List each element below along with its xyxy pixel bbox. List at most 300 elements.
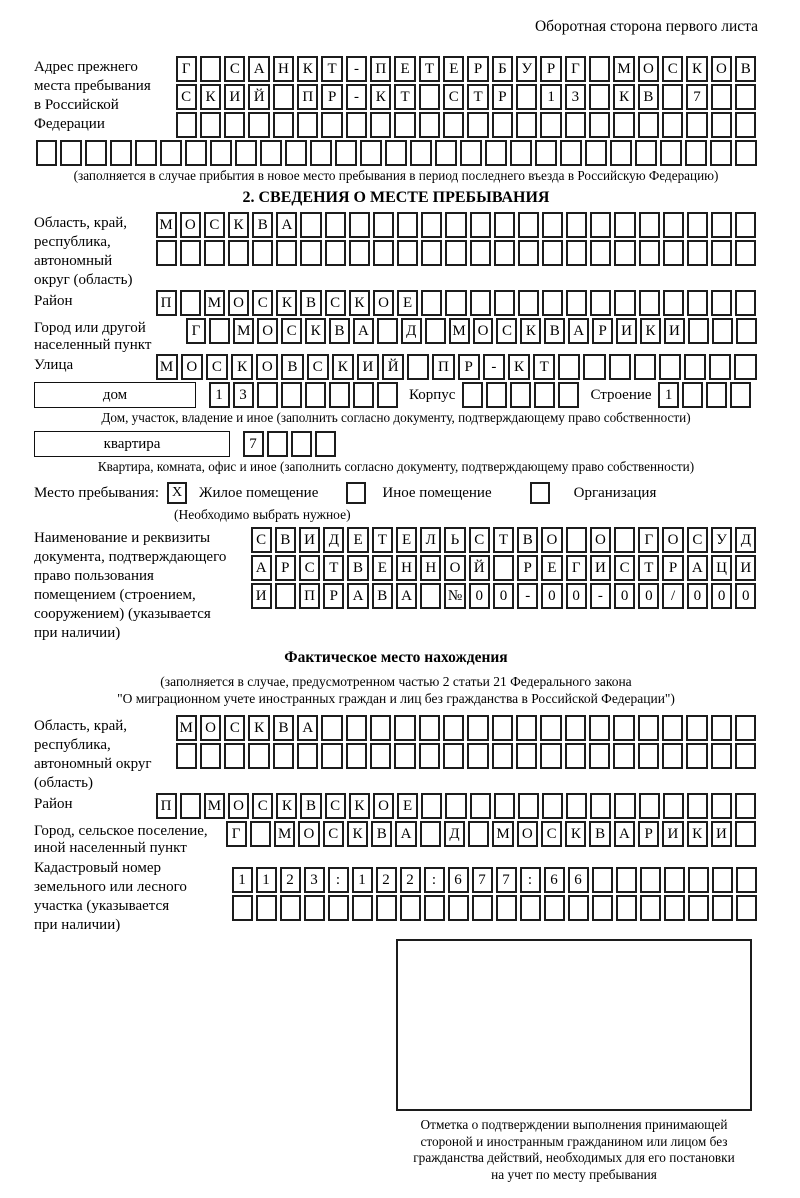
char-box[interactable]: С	[251, 527, 272, 553]
char-box[interactable]: И	[251, 583, 272, 609]
char-box[interactable]	[176, 112, 197, 138]
char-box[interactable]	[232, 895, 253, 921]
char-box[interactable]	[385, 140, 407, 166]
char-box[interactable]: С	[252, 793, 273, 819]
char-box[interactable]	[712, 867, 733, 893]
char-box[interactable]	[443, 112, 464, 138]
char-box[interactable]	[664, 867, 685, 893]
char-box[interactable]: Т	[533, 354, 555, 380]
char-box[interactable]: А	[395, 821, 416, 847]
char-box[interactable]	[709, 354, 731, 380]
char-box[interactable]	[638, 715, 659, 741]
char-box[interactable]: И	[357, 354, 379, 380]
char-box[interactable]: 1	[658, 382, 679, 408]
char-box[interactable]	[224, 743, 245, 769]
char-box[interactable]: О	[256, 354, 278, 380]
char-box[interactable]	[280, 895, 301, 921]
char-box[interactable]	[494, 290, 515, 316]
char-box[interactable]: И	[224, 84, 245, 110]
char-box[interactable]	[711, 793, 732, 819]
char-box[interactable]: Р	[467, 56, 488, 82]
char-box[interactable]: С	[325, 290, 346, 316]
char-box[interactable]	[349, 212, 370, 238]
char-box[interactable]: Г	[176, 56, 197, 82]
char-box[interactable]	[688, 318, 709, 344]
char-box[interactable]	[373, 240, 394, 266]
char-box[interactable]	[639, 290, 660, 316]
char-box[interactable]	[346, 715, 367, 741]
char-box[interactable]: К	[297, 56, 318, 82]
char-box[interactable]	[565, 715, 586, 741]
stay-type-checkbox-organization[interactable]	[530, 482, 550, 504]
char-box[interactable]: 1	[256, 867, 277, 893]
char-box[interactable]: М	[204, 290, 225, 316]
char-box[interactable]	[448, 895, 469, 921]
char-box[interactable]: К	[276, 290, 297, 316]
char-box[interactable]: О	[517, 821, 538, 847]
char-box[interactable]: С	[307, 354, 329, 380]
char-box[interactable]: А	[353, 318, 374, 344]
char-box[interactable]: А	[396, 583, 417, 609]
char-box[interactable]	[85, 140, 107, 166]
char-box[interactable]	[735, 84, 756, 110]
char-box[interactable]	[687, 290, 708, 316]
char-box[interactable]	[687, 212, 708, 238]
char-box[interactable]: И	[590, 555, 611, 581]
char-box[interactable]	[421, 793, 442, 819]
char-box[interactable]: О	[373, 793, 394, 819]
char-box[interactable]: Р	[275, 555, 296, 581]
char-box[interactable]	[421, 240, 442, 266]
char-box[interactable]	[735, 240, 756, 266]
char-box[interactable]	[736, 867, 757, 893]
char-box[interactable]	[160, 140, 182, 166]
char-box[interactable]	[210, 140, 232, 166]
char-box[interactable]	[711, 743, 732, 769]
char-box[interactable]: Е	[396, 527, 417, 553]
char-box[interactable]: М	[449, 318, 470, 344]
char-box[interactable]	[252, 240, 273, 266]
char-box[interactable]	[185, 140, 207, 166]
char-box[interactable]: К	[276, 793, 297, 819]
char-box[interactable]: Н	[273, 56, 294, 82]
char-box[interactable]: В	[517, 527, 538, 553]
char-box[interactable]: К	[349, 290, 370, 316]
char-box[interactable]	[589, 112, 610, 138]
char-box[interactable]: К	[248, 715, 269, 741]
char-box[interactable]: 1	[540, 84, 561, 110]
char-box[interactable]: Р	[321, 84, 342, 110]
char-box[interactable]	[613, 743, 634, 769]
char-box[interactable]: С	[496, 318, 517, 344]
char-box[interactable]: М	[176, 715, 197, 741]
char-box[interactable]	[200, 56, 221, 82]
char-box[interactable]	[420, 821, 441, 847]
char-box[interactable]	[494, 240, 515, 266]
char-box[interactable]: Б	[492, 56, 513, 82]
char-box[interactable]	[353, 382, 374, 408]
char-box[interactable]	[224, 112, 245, 138]
char-box[interactable]: И	[662, 821, 683, 847]
char-box[interactable]	[706, 382, 727, 408]
char-box[interactable]	[445, 212, 466, 238]
char-box[interactable]	[445, 240, 466, 266]
char-box[interactable]	[394, 112, 415, 138]
char-box[interactable]	[664, 895, 685, 921]
char-box[interactable]: О	[638, 56, 659, 82]
char-box[interactable]	[419, 112, 440, 138]
char-box[interactable]: П	[370, 56, 391, 82]
char-box[interactable]	[300, 212, 321, 238]
char-box[interactable]	[397, 212, 418, 238]
char-box[interactable]: П	[297, 84, 318, 110]
char-box[interactable]	[638, 112, 659, 138]
char-box[interactable]	[176, 743, 197, 769]
char-box[interactable]: С	[614, 555, 635, 581]
char-box[interactable]	[534, 382, 555, 408]
char-box[interactable]	[443, 715, 464, 741]
char-box[interactable]: С	[299, 555, 320, 581]
char-box[interactable]: О	[257, 318, 278, 344]
char-box[interactable]	[565, 743, 586, 769]
char-box[interactable]	[321, 112, 342, 138]
char-box[interactable]	[590, 793, 611, 819]
char-box[interactable]: Т	[638, 555, 659, 581]
char-box[interactable]	[305, 382, 326, 408]
char-box[interactable]	[640, 895, 661, 921]
char-box[interactable]	[639, 212, 660, 238]
char-box[interactable]	[328, 895, 349, 921]
char-box[interactable]	[712, 318, 733, 344]
char-box[interactable]	[394, 743, 415, 769]
char-box[interactable]: 0	[735, 583, 756, 609]
char-box[interactable]	[614, 240, 635, 266]
char-box[interactable]: У	[516, 56, 537, 82]
char-box[interactable]	[346, 743, 367, 769]
char-box[interactable]	[510, 382, 531, 408]
char-box[interactable]	[273, 743, 294, 769]
char-box[interactable]: 2	[400, 867, 421, 893]
char-box[interactable]	[420, 583, 441, 609]
char-box[interactable]	[209, 318, 230, 344]
stay-type-checkbox-other[interactable]	[346, 482, 366, 504]
char-box[interactable]: Г	[565, 56, 586, 82]
char-box[interactable]: В	[329, 318, 350, 344]
char-box[interactable]	[424, 895, 445, 921]
char-box[interactable]	[560, 140, 582, 166]
char-box[interactable]: М	[274, 821, 295, 847]
char-box[interactable]	[421, 290, 442, 316]
char-box[interactable]	[544, 895, 565, 921]
char-box[interactable]: С	[325, 793, 346, 819]
char-box[interactable]: О	[228, 290, 249, 316]
char-box[interactable]	[660, 140, 682, 166]
char-box[interactable]	[686, 743, 707, 769]
char-box[interactable]: К	[686, 56, 707, 82]
char-box[interactable]	[518, 290, 539, 316]
char-box[interactable]	[373, 212, 394, 238]
char-box[interactable]	[492, 112, 513, 138]
char-box[interactable]	[493, 555, 514, 581]
char-box[interactable]	[730, 382, 751, 408]
char-box[interactable]: К	[347, 821, 368, 847]
char-box[interactable]: В	[544, 318, 565, 344]
char-box[interactable]: :	[424, 867, 445, 893]
char-box[interactable]: К	[231, 354, 253, 380]
char-box[interactable]	[566, 240, 587, 266]
char-box[interactable]: М	[613, 56, 634, 82]
char-box[interactable]	[711, 84, 732, 110]
char-box[interactable]: О	[200, 715, 221, 741]
char-box[interactable]	[273, 84, 294, 110]
char-box[interactable]	[662, 743, 683, 769]
char-box[interactable]: А	[614, 821, 635, 847]
char-box[interactable]: №	[444, 583, 465, 609]
char-box[interactable]: Г	[638, 527, 659, 553]
char-box[interactable]	[470, 212, 491, 238]
char-box[interactable]: 7	[472, 867, 493, 893]
char-box[interactable]	[304, 895, 325, 921]
char-box[interactable]: :	[520, 867, 541, 893]
char-box[interactable]	[297, 743, 318, 769]
char-box[interactable]: 1	[232, 867, 253, 893]
char-box[interactable]	[485, 140, 507, 166]
char-box[interactable]	[590, 290, 611, 316]
char-box[interactable]: И	[711, 821, 732, 847]
char-box[interactable]	[542, 793, 563, 819]
char-box[interactable]	[325, 240, 346, 266]
char-box[interactable]	[156, 240, 177, 266]
char-box[interactable]: О	[228, 793, 249, 819]
char-box[interactable]	[346, 112, 367, 138]
char-box[interactable]: С	[323, 821, 344, 847]
char-box[interactable]	[419, 743, 440, 769]
char-box[interactable]: П	[156, 290, 177, 316]
char-box[interactable]	[421, 212, 442, 238]
char-box[interactable]: С	[224, 56, 245, 82]
char-box[interactable]: Е	[397, 290, 418, 316]
char-box[interactable]	[540, 112, 561, 138]
char-box[interactable]: Г	[186, 318, 207, 344]
char-box[interactable]: Й	[248, 84, 269, 110]
char-box[interactable]: 7	[686, 84, 707, 110]
char-box[interactable]	[589, 56, 610, 82]
char-box[interactable]: 6	[448, 867, 469, 893]
char-box[interactable]	[260, 140, 282, 166]
char-box[interactable]	[300, 240, 321, 266]
char-box[interactable]: Д	[735, 527, 756, 553]
char-box[interactable]: 3	[233, 382, 254, 408]
char-box[interactable]	[735, 290, 756, 316]
char-box[interactable]: -	[346, 56, 367, 82]
char-box[interactable]	[486, 382, 507, 408]
char-box[interactable]	[592, 895, 613, 921]
char-box[interactable]	[663, 240, 684, 266]
char-box[interactable]: К	[565, 821, 586, 847]
char-box[interactable]: К	[520, 318, 541, 344]
char-box[interactable]: В	[273, 715, 294, 741]
char-box[interactable]: 0	[493, 583, 514, 609]
char-box[interactable]: 0	[469, 583, 490, 609]
char-box[interactable]: 2	[280, 867, 301, 893]
char-box[interactable]: Ц	[711, 555, 732, 581]
char-box[interactable]	[535, 140, 557, 166]
char-box[interactable]	[711, 715, 732, 741]
char-box[interactable]	[180, 290, 201, 316]
char-box[interactable]: И	[735, 555, 756, 581]
char-box[interactable]: С	[206, 354, 228, 380]
char-box[interactable]: В	[371, 821, 392, 847]
char-box[interactable]	[419, 84, 440, 110]
char-box[interactable]: О	[590, 527, 611, 553]
char-box[interactable]	[609, 354, 631, 380]
char-box[interactable]: М	[156, 354, 178, 380]
char-box[interactable]: 0	[638, 583, 659, 609]
char-box[interactable]	[297, 112, 318, 138]
char-box[interactable]	[735, 140, 757, 166]
char-box[interactable]: Р	[458, 354, 480, 380]
char-box[interactable]	[638, 743, 659, 769]
char-box[interactable]: М	[204, 793, 225, 819]
char-box[interactable]: Т	[467, 84, 488, 110]
char-box[interactable]	[291, 431, 312, 457]
char-box[interactable]: 2	[376, 867, 397, 893]
char-box[interactable]: Д	[444, 821, 465, 847]
char-box[interactable]: -	[346, 84, 367, 110]
char-box[interactable]	[711, 290, 732, 316]
char-box[interactable]	[589, 715, 610, 741]
char-box[interactable]: -	[483, 354, 505, 380]
char-box[interactable]	[566, 527, 587, 553]
char-box[interactable]	[688, 867, 709, 893]
char-box[interactable]: И	[299, 527, 320, 553]
char-box[interactable]	[407, 354, 429, 380]
char-box[interactable]	[397, 240, 418, 266]
char-box[interactable]	[394, 715, 415, 741]
char-box[interactable]	[590, 212, 611, 238]
char-box[interactable]	[267, 431, 288, 457]
char-box[interactable]: Т	[321, 56, 342, 82]
char-box[interactable]: В	[372, 583, 393, 609]
char-box[interactable]: Е	[347, 527, 368, 553]
char-box[interactable]	[492, 743, 513, 769]
char-box[interactable]: Т	[419, 56, 440, 82]
char-box[interactable]	[470, 290, 491, 316]
char-box[interactable]: У	[711, 527, 732, 553]
char-box[interactable]	[639, 793, 660, 819]
char-box[interactable]: О	[662, 527, 683, 553]
char-box[interactable]	[315, 431, 336, 457]
char-box[interactable]	[285, 140, 307, 166]
char-box[interactable]	[566, 290, 587, 316]
char-box[interactable]	[235, 140, 257, 166]
char-box[interactable]: Е	[397, 793, 418, 819]
char-box[interactable]	[445, 793, 466, 819]
char-box[interactable]	[542, 290, 563, 316]
char-box[interactable]	[325, 212, 346, 238]
char-box[interactable]: 1	[352, 867, 373, 893]
char-box[interactable]: Г	[226, 821, 247, 847]
char-box[interactable]: К	[200, 84, 221, 110]
char-box[interactable]: В	[275, 527, 296, 553]
char-box[interactable]	[711, 212, 732, 238]
char-box[interactable]: Н	[420, 555, 441, 581]
char-box[interactable]	[36, 140, 58, 166]
char-box[interactable]	[492, 715, 513, 741]
char-box[interactable]	[516, 715, 537, 741]
char-box[interactable]	[685, 140, 707, 166]
char-box[interactable]	[110, 140, 132, 166]
char-box[interactable]: К	[370, 84, 391, 110]
char-box[interactable]	[585, 140, 607, 166]
char-box[interactable]	[566, 793, 587, 819]
char-box[interactable]	[467, 715, 488, 741]
char-box[interactable]: К	[349, 793, 370, 819]
char-box[interactable]	[435, 140, 457, 166]
char-box[interactable]: Д	[401, 318, 422, 344]
char-box[interactable]: Т	[394, 84, 415, 110]
char-box[interactable]	[518, 793, 539, 819]
char-box[interactable]	[589, 84, 610, 110]
char-box[interactable]: С	[541, 821, 562, 847]
char-box[interactable]	[257, 382, 278, 408]
char-box[interactable]	[734, 354, 756, 380]
char-box[interactable]: А	[687, 555, 708, 581]
char-box[interactable]	[613, 112, 634, 138]
char-box[interactable]	[335, 140, 357, 166]
char-box[interactable]	[614, 793, 635, 819]
char-box[interactable]: О	[373, 290, 394, 316]
char-box[interactable]: С	[176, 84, 197, 110]
char-box[interactable]: Р	[662, 555, 683, 581]
char-box[interactable]	[662, 112, 683, 138]
char-box[interactable]	[349, 240, 370, 266]
char-box[interactable]	[639, 240, 660, 266]
char-box[interactable]	[516, 112, 537, 138]
char-box[interactable]	[736, 895, 757, 921]
char-box[interactable]: В	[281, 354, 303, 380]
char-box[interactable]	[614, 290, 635, 316]
char-box[interactable]	[592, 867, 613, 893]
char-box[interactable]	[468, 821, 489, 847]
char-box[interactable]: О	[473, 318, 494, 344]
char-box[interactable]: В	[300, 793, 321, 819]
char-box[interactable]	[540, 743, 561, 769]
char-box[interactable]: В	[589, 821, 610, 847]
char-box[interactable]: Л	[420, 527, 441, 553]
char-box[interactable]: С	[662, 56, 683, 82]
char-box[interactable]: :	[328, 867, 349, 893]
char-box[interactable]	[735, 112, 756, 138]
char-box[interactable]: О	[444, 555, 465, 581]
char-box[interactable]	[275, 583, 296, 609]
char-box[interactable]	[710, 140, 732, 166]
char-box[interactable]: 3	[565, 84, 586, 110]
char-box[interactable]	[135, 140, 157, 166]
char-box[interactable]	[659, 354, 681, 380]
char-box[interactable]	[460, 140, 482, 166]
char-box[interactable]	[377, 318, 398, 344]
char-box[interactable]: Ь	[444, 527, 465, 553]
char-box[interactable]: Р	[592, 318, 613, 344]
char-box[interactable]: 7	[496, 867, 517, 893]
char-box[interactable]: Е	[443, 56, 464, 82]
char-box[interactable]: Р	[638, 821, 659, 847]
char-box[interactable]: А	[297, 715, 318, 741]
char-box[interactable]	[180, 793, 201, 819]
char-box[interactable]: В	[347, 555, 368, 581]
char-box[interactable]: С	[281, 318, 302, 344]
